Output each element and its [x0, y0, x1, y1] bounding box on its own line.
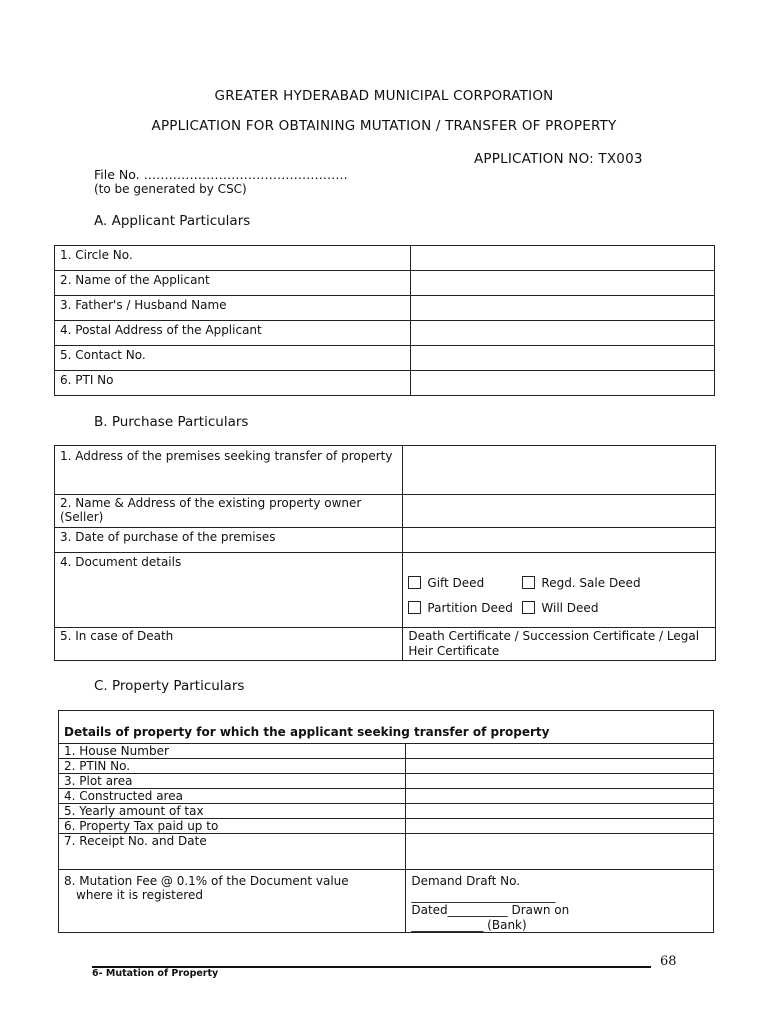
applicant-name-field[interactable] — [410, 271, 715, 296]
contact-no-field[interactable] — [410, 346, 715, 371]
table-row — [59, 819, 714, 834]
row-label: 3. Date of purchase of the premises — [55, 528, 403, 553]
row-label: 4. Constructed area — [59, 789, 406, 804]
mutation-fee-label: 8. Mutation Fee @ 0.1% of the Document value where it is registered — [59, 870, 406, 933]
application-number: APPLICATION NO: TX003 — [474, 151, 643, 167]
father-husband-name-field[interactable] — [410, 296, 715, 321]
row-label: 3. Plot area — [59, 774, 406, 789]
row-label: 4. Document details — [55, 553, 403, 628]
premises-address-field[interactable] — [403, 446, 716, 495]
table-row — [55, 495, 716, 528]
checkbox-icon[interactable] — [408, 576, 421, 589]
house-number-field[interactable] — [406, 744, 714, 759]
table-row — [55, 528, 716, 553]
applicant-table — [54, 245, 715, 396]
section-c-title: C. Property Particulars — [94, 678, 245, 694]
checkbox-icon[interactable] — [408, 601, 421, 614]
table-row — [55, 553, 716, 628]
table-row — [59, 789, 714, 804]
ptin-field[interactable] — [406, 759, 714, 774]
row-label: 1. Circle No. — [55, 246, 411, 271]
gift-deed-option[interactable]: Gift Deed — [408, 571, 522, 596]
table-row — [59, 834, 714, 870]
form-title: APPLICATION FOR OBTAINING MUTATION / TRANSFER OF PROPERTY — [151, 118, 617, 134]
seller-field[interactable] — [403, 495, 716, 528]
section-b-title: B. Purchase Particulars — [94, 414, 249, 430]
table-row — [55, 296, 715, 321]
table-row — [55, 446, 716, 495]
table-row — [55, 346, 715, 371]
death-documents: Death Certificate / Succession Certificate / Legal Heir Certificate — [403, 628, 716, 661]
row-label: 3. Father's / Husband Name — [55, 296, 411, 321]
row-label: 2. Name of the Applicant — [55, 271, 411, 296]
partition-deed-option[interactable]: Partition Deed — [408, 596, 522, 621]
table-row — [59, 870, 714, 933]
table-header: Details of property for which the applicant seeking transfer of property — [59, 711, 714, 744]
pti-no-field[interactable] — [410, 371, 715, 396]
property-table — [58, 710, 714, 933]
page-number: 68 — [660, 954, 677, 969]
row-label: 2. PTIN No. — [59, 759, 406, 774]
table-row — [59, 774, 714, 789]
table-row — [59, 744, 714, 759]
footer-caption: 6- Mutation of Property — [92, 968, 219, 979]
table-row — [59, 804, 714, 819]
postal-address-field[interactable] — [410, 321, 715, 346]
constructed-area-field[interactable] — [406, 789, 714, 804]
org-name: GREATER HYDERABAD MUNICIPAL CORPORATION — [214, 88, 554, 104]
circle-no-field[interactable] — [410, 246, 715, 271]
file-note: (to be generated by CSC) — [94, 182, 247, 196]
table-row — [55, 246, 715, 271]
row-label: 2. Name & Address of the existing property owner (Seller) — [55, 495, 403, 528]
checkbox-icon[interactable] — [522, 576, 535, 589]
table-row — [59, 759, 714, 774]
tax-paid-up-to-field[interactable] — [406, 819, 714, 834]
receipt-field[interactable] — [406, 834, 714, 870]
table-row — [55, 271, 715, 296]
table-row — [55, 628, 716, 661]
row-label: 5. Yearly amount of tax — [59, 804, 406, 819]
row-label: 4. Postal Address of the Applicant — [55, 321, 411, 346]
row-label: 1. House Number — [59, 744, 406, 759]
table-row — [55, 321, 715, 346]
checkbox-icon[interactable] — [522, 601, 535, 614]
purchase-date-field[interactable] — [403, 528, 716, 553]
table-header-row — [59, 711, 714, 744]
document-details-cell — [403, 553, 716, 628]
row-label: 6. Property Tax paid up to — [59, 819, 406, 834]
file-number: File No. …………………………………………. — [94, 167, 348, 182]
row-label: 1. Address of the premises seeking transfer of property — [55, 446, 403, 495]
demand-draft-cell[interactable]: Demand Draft No. ________________________ Dated__________ Drawn on ____________ (Bank) — [406, 870, 714, 933]
table-row — [55, 371, 715, 396]
yearly-tax-field[interactable] — [406, 804, 714, 819]
row-label: 5. In case of Death — [55, 628, 403, 661]
will-deed-option[interactable]: Will Deed — [522, 601, 598, 615]
sale-deed-option[interactable]: Regd. Sale Deed — [522, 576, 640, 590]
row-label: 6. PTI No — [55, 371, 411, 396]
row-label: 5. Contact No. — [55, 346, 411, 371]
purchase-table — [54, 445, 716, 661]
plot-area-field[interactable] — [406, 774, 714, 789]
row-label: 7. Receipt No. and Date — [59, 834, 406, 870]
section-a-title: A. Applicant Particulars — [94, 213, 251, 229]
